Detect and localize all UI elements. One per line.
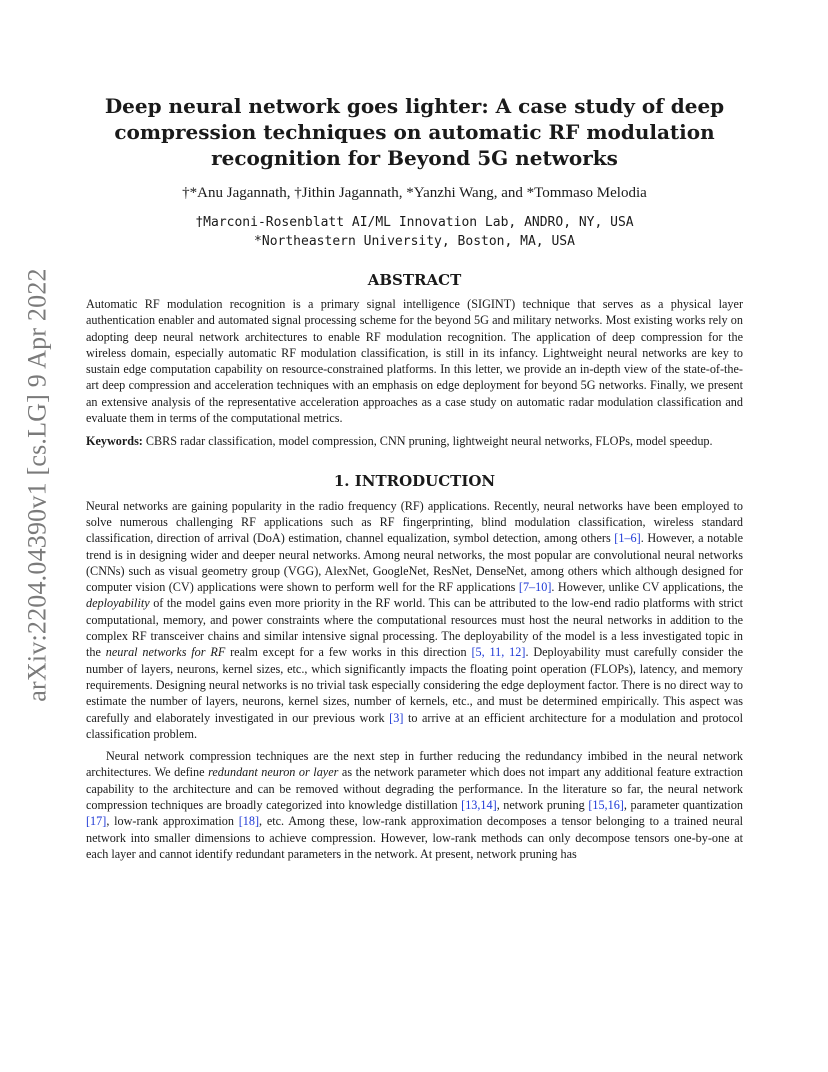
citation-link[interactable]: [17] bbox=[86, 814, 107, 829]
keywords-label: Keywords: bbox=[86, 434, 143, 449]
text-run: . Deployability must carefully consider the number of layers, neurons, kernel sizes, etc., which significantly impacts the floating point operation (FLOPs), latency, and memory requirements. Designing neural networks is no trivial task especially considering the edge deployment factor. There is no direct way to estimate the number of layers, neurons, kernel sizes, number of kernels, etc., and must be determined empirically. This aspect was carefully and elaborately investigated in our previous work bbox=[86, 645, 743, 725]
emphasis: redundant neuron or layer bbox=[208, 765, 339, 780]
abstract-text: Automatic RF modulation recognition is a primary signal intelligence (SIGINT) technique that serves as a physical layer authentication enabler and automated signal processing scheme for the beyond 5G and military networks. Most existing works rely on adopting deep neural network architectures to enable RF modulation recognition. The application of deep compression for the wireless domain, especially automatic RF modulation classification, is still in its infancy. Lightweight neural networks are key to sustain edge computation capability on resource-constrained platforms. In this letter, we provide an in-depth view of the state-of-the-art deep compression and acceleration techniques with an emphasis on edge deployment for beyond 5G networks. Finally, we present an extensive analysis of the representative acceleration approaches as a case study on automatic radar modulation classification and evaluate them in terms of the computational metrics. bbox=[86, 297, 743, 426]
emphasis: deployability bbox=[86, 596, 150, 611]
paper-title bbox=[86, 93, 743, 171]
text-run: of the model gains even more priority in the RF world. This can be attributed to the low-end radio platforms with strict computational, memory, and power constraints where the computational resources must host the neural networks in addition to the complex RF transceiver chains and similar intensive signal processing. The deployability of the model is a less investigated topic in the bbox=[86, 596, 743, 660]
text-run: , low-rank approximation bbox=[106, 814, 239, 829]
paper-content bbox=[86, 93, 743, 862]
intro-heading: 1. INTRODUCTION bbox=[333, 471, 496, 490]
emphasis: neural networks for RF bbox=[105, 645, 226, 660]
citation-link[interactable]: [18] bbox=[238, 814, 260, 829]
title-line: compression techniques on automatic RF modulation bbox=[114, 120, 715, 144]
affiliation-line: *Northeastern University, Boston, MA, USA bbox=[254, 234, 575, 249]
text-run: Neural networks are gaining popularity in the radio frequency (RF) applications. Recently, neural networks have been employed to solve numerous challenging RF applications such as RF fingerprinting, blind modulation classification, wireless standard classification, direction of arrival (DoA) estimation, channel equalization, symbol detection, among others bbox=[86, 498, 743, 546]
citation-link[interactable]: [3] bbox=[389, 710, 404, 725]
intro-paragraph-1 bbox=[86, 498, 743, 742]
citation-link[interactable]: [15,16] bbox=[588, 798, 624, 813]
abstract-heading: ABSTRACT bbox=[367, 271, 462, 289]
affiliation-line: †Marconi-Rosenblatt AI/ML Innovation Lab, ANDRO, NY, USA bbox=[195, 215, 634, 230]
citation-link[interactable]: [5, 11, 12] bbox=[471, 645, 526, 660]
citation-link[interactable]: [7–10] bbox=[518, 580, 552, 595]
keywords-text: CBRS radar classification, model compression, CNN pruning, lightweight neural networks, FLOPs, model speedup. bbox=[142, 434, 713, 449]
text-run: as the network parameter which does not impart any additional feature extraction capability to the architecture and can be removed without degrading the performance. In the literature so far, the neural network compression techniques are broadly categorized into knowledge distillation bbox=[86, 765, 744, 813]
affiliations bbox=[86, 213, 743, 251]
text-run: . However, a notable trend is in designing wider and deeper neural networks. Among neural networks, the most popular are convolutional neural networks (CNNs) such as visual geometry group (VGG), AlexNet, GoogleNet, ResNet, DenseNet, among others which although designed for computer vision (CV) applications were shown to perform well for the RF applications bbox=[86, 531, 744, 595]
text-run: . However, unlike CV applications, the bbox=[551, 580, 743, 595]
arxiv-sidebar bbox=[18, 268, 58, 702]
title-line: recognition for Beyond 5G networks bbox=[211, 146, 618, 170]
text-run: , parameter quantization bbox=[623, 798, 744, 813]
arxiv-identifier: arXiv:2204.04390v1 [cs.LG] 9 Apr 2022 bbox=[23, 268, 52, 702]
title-line: Deep neural network goes lighter: A case study of deep bbox=[104, 94, 725, 118]
text-run: , etc. Among these, low-rank approximation decomposes a tensor belonging to a trained neural network into smaller dimensions to achieve compression. However, low-rank methods can only decompose tensors one-by-one at each layer and cannot identify redundant parameters in the network. At present, network pruning has bbox=[86, 814, 743, 861]
text-run: , network pruning bbox=[496, 798, 589, 813]
intro-paragraph-2 bbox=[86, 748, 743, 862]
text-run: realm except for a few works in this direction bbox=[225, 645, 472, 660]
author-list: †*Anu Jagannath, †Jithin Jagannath, *Yanzhi Wang, and *Tommaso Melodia bbox=[182, 185, 647, 201]
citation-link[interactable]: [1–6] bbox=[614, 531, 641, 546]
text-run: Neural network compression techniques are the next step in further reducing the redundancy imbibed in the neural network architectures. We define bbox=[86, 749, 743, 780]
citation-link[interactable]: [13,14] bbox=[461, 798, 497, 813]
keywords bbox=[86, 433, 743, 449]
text-run: to arrive at an efficient architecture for a modulation and protocol classification problem. bbox=[86, 710, 743, 741]
